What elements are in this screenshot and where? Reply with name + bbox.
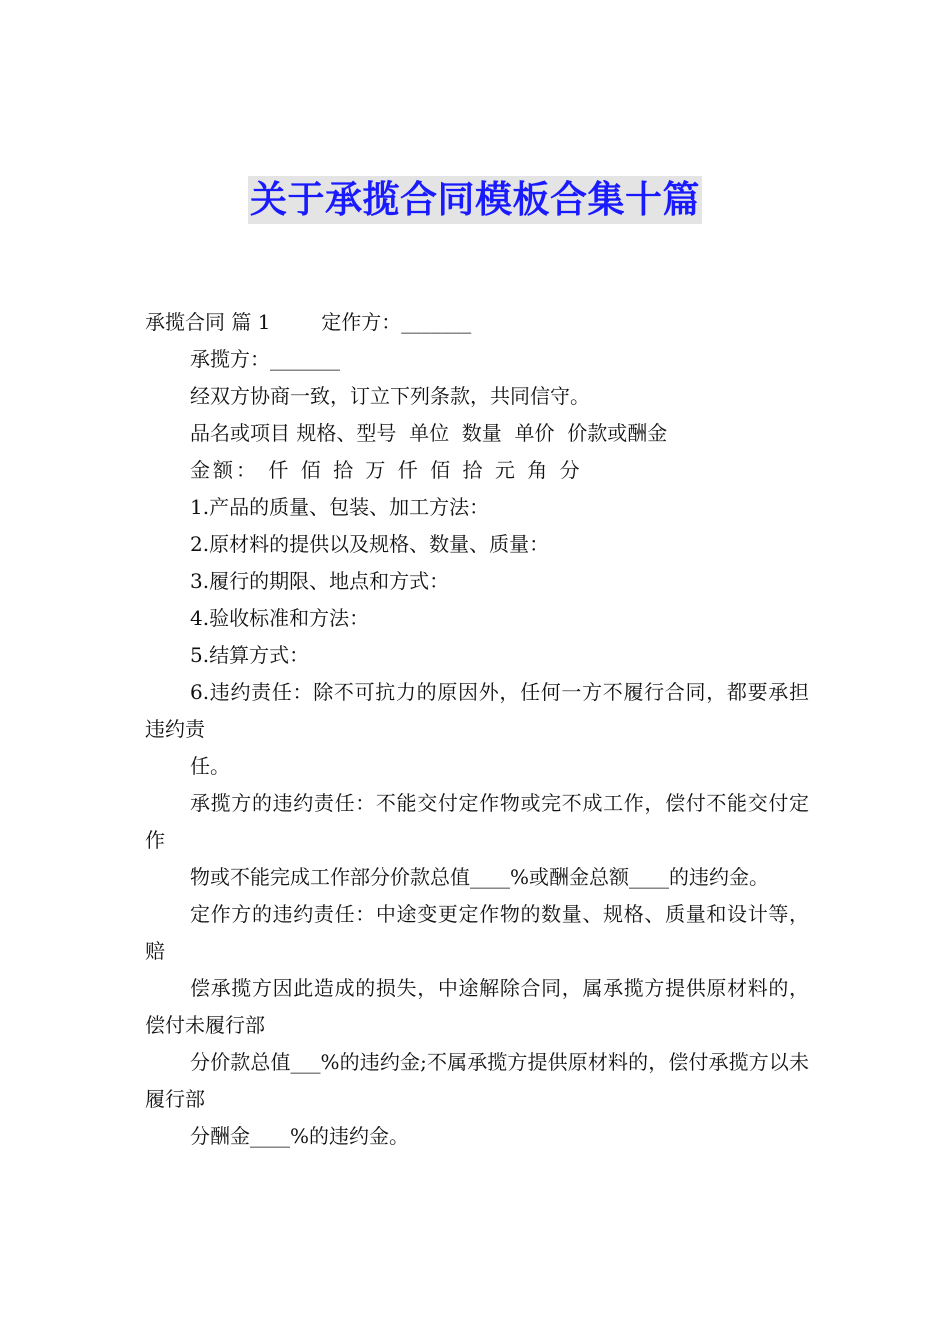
paragraph: 2.原材料的提供以及规格、数量、质量： <box>190 532 550 556</box>
paragraph: 金额： 仟 佰 拾 万 仟 佰 拾 元 角 分 <box>190 458 583 482</box>
paragraph: 承揽方的违约责任：不能交付定作物或完不成工作，偿付不能交付定作 <box>145 791 809 852</box>
paragraph: 任。 <box>190 754 230 778</box>
paragraph: 分价款总值___%的违约金;不属承揽方提供原材料的，偿付承揽方以未履行部 <box>145 1050 809 1111</box>
paragraph: 3.履行的期限、地点和方式： <box>190 569 450 593</box>
paragraph: 分酬金____%的违约金。 <box>190 1124 410 1148</box>
paragraph: 定作方的违约责任：中途变更定作物的数量、规格、质量和设计等，赔 <box>145 902 809 963</box>
paragraph: 4.验收标准和方法： <box>190 606 370 630</box>
paragraph: 物或不能完成工作部分价款总值____%或酬金总额____的违约金。 <box>190 865 770 889</box>
paragraph: 品名或项目 规格、型号 单位 数量 单价 价款或酬金 <box>190 421 668 445</box>
paragraph: 经双方协商一致，订立下列条款，共同信守。 <box>190 384 590 408</box>
paragraph: 承揽方：_______ <box>190 347 340 371</box>
title-container <box>0 176 950 224</box>
paragraph: 1.产品的质量、包装、加工方法： <box>190 495 490 519</box>
document-body <box>145 304 809 1155</box>
paragraph: 5.结算方式： <box>190 643 310 667</box>
paragraph: 6.违约责任：除不可抗力的原因外，任何一方不履行合同，都要承担违约责 <box>145 680 809 741</box>
document-title: 关于承揽合同模板合集十篇 <box>248 176 702 224</box>
paragraph: 承揽合同 篇 1 定作方：_______ <box>145 310 472 334</box>
paragraph: 偿承揽方因此造成的损失，中途解除合同，属承揽方提供原材料的，偿付未履行部 <box>145 976 809 1037</box>
